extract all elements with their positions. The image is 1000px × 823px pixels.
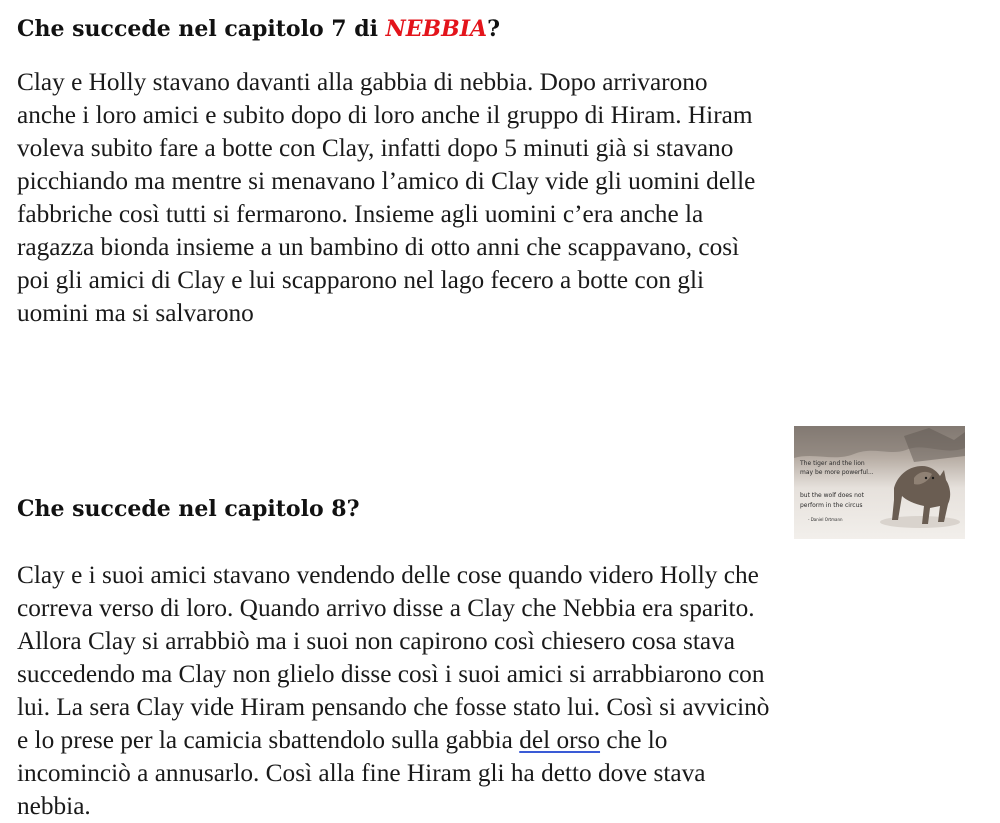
line-text: e lo prese per la camicia sbattendolo sulla gabbia xyxy=(17,726,520,754)
paragraph-line xyxy=(17,724,977,757)
paragraph-line: picchiando ma mentre si menavano l’amico di Clay vide gli uomini delle xyxy=(17,167,756,195)
paragraph-line: Clay e i suoi amici stavano vendendo delle cose quando videro Holly che xyxy=(17,561,759,589)
grammar-flagged-phrase[interactable]: del orso xyxy=(519,726,601,754)
chapter-7-paragraph xyxy=(17,66,977,330)
paragraph-line: Clay e Holly stavano davanti alla gabbia di nebbia. Dopo arrivarono xyxy=(17,68,708,96)
paragraph-line: lui. La sera Clay vide Hiram pensando che fosse stato lui. Così si avvicinò xyxy=(17,693,770,721)
quote-line-2: may be more powerful... xyxy=(800,469,874,476)
paragraph-line: correva verso di loro. Quando arrivo disse a Clay che Nebbia era sparito. xyxy=(17,594,755,622)
paragraph-line: uomini ma si salvarono xyxy=(17,299,254,327)
quote-line-4: perform in the circus xyxy=(800,502,863,509)
paragraph-line: poi gli amici di Clay e lui scapparono nel lago fecero a botte con gli xyxy=(17,266,705,294)
line-text: che lo xyxy=(600,726,668,754)
quote-line-3: but the wolf does not xyxy=(800,492,864,499)
paragraph-line: ragazza bionda insieme a un bambino di otto anni che scappavano, così xyxy=(17,233,740,261)
paragraph-line: fabbriche così tutti si fermarono. Insieme agli uomini c’era anche la xyxy=(17,200,704,228)
chapter-7-heading-suffix: ? xyxy=(487,16,500,42)
chapter-8-paragraph xyxy=(17,559,977,823)
paragraph-line: succedendo ma Clay non glielo disse così i suoi amici si arrabbiarono con xyxy=(17,660,765,688)
quote-attribution: - Daniel Ortmann xyxy=(808,517,843,522)
paragraph-line: incominciò a annusarlo. Così alla fine Hiram gli ha detto dove stava xyxy=(17,759,706,787)
paragraph-line: Allora Clay si arrabbiò ma i suoi non capirono così chiesero cosa stava xyxy=(17,627,735,655)
quote-line-1: The tiger and the lion xyxy=(800,460,865,467)
chapter-7-heading-prefix: Che succede nel capitolo 7 di xyxy=(17,16,386,42)
paragraph-line: anche i loro amici e subito dopo di loro anche il gruppo di Hiram. Hiram xyxy=(17,101,753,129)
book-title-nebbia: NEBBIA xyxy=(385,16,488,42)
wolf-quote-image xyxy=(794,426,965,539)
chapter-8-heading: Che succede nel capitolo 8? xyxy=(17,496,360,522)
paragraph-line: voleva subito fare a botte con Clay, infatti dopo 5 minuti già si stavano xyxy=(17,134,734,162)
chapter-7-heading xyxy=(17,14,500,44)
paragraph-line: nebbia. xyxy=(17,792,91,820)
